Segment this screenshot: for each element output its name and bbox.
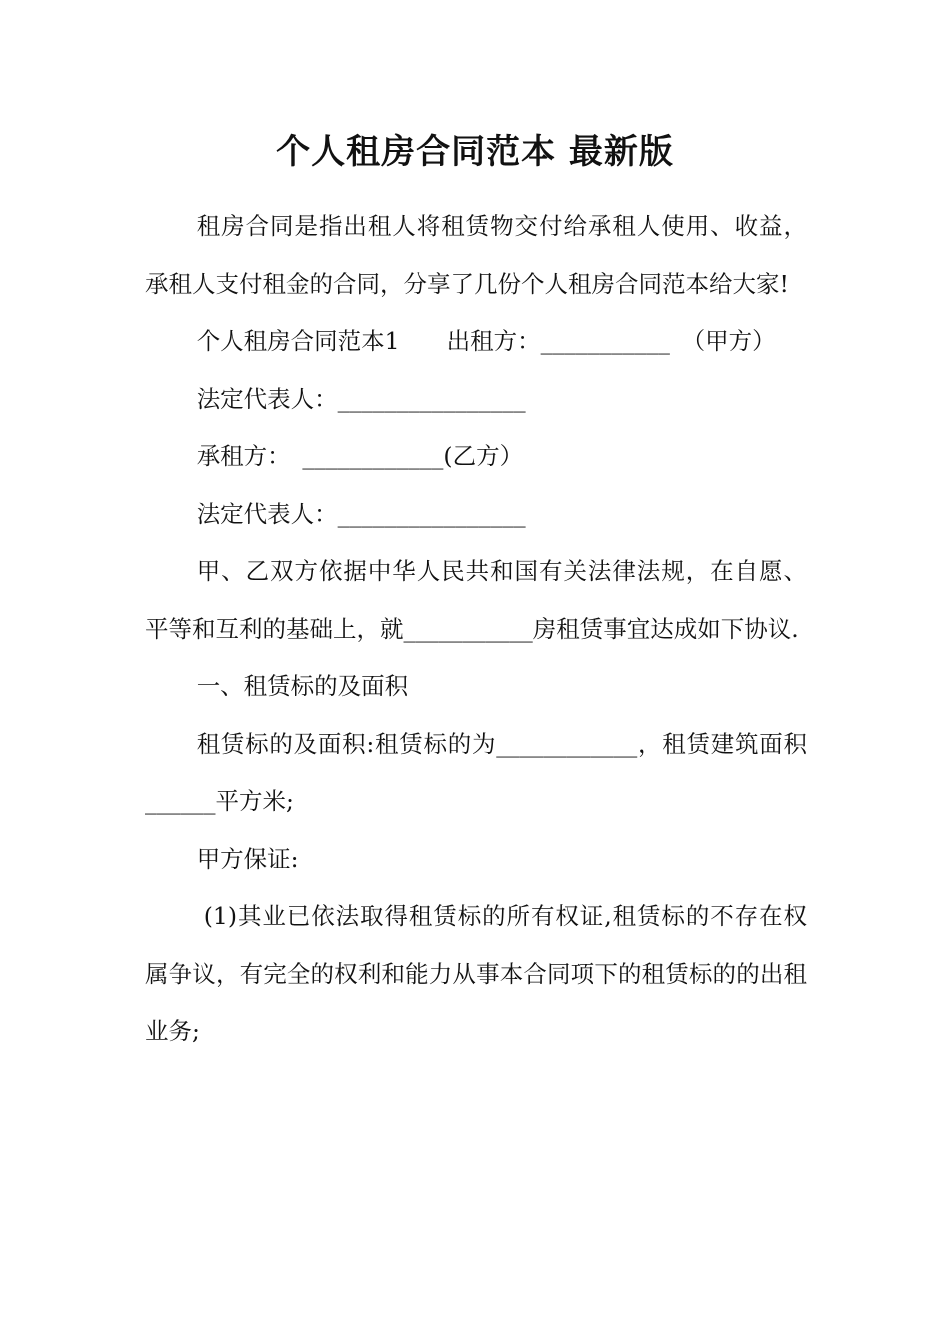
section-heading-1: 一、租赁标的及面积 [196, 672, 409, 700]
party-a-guarantee-heading: 甲方保证: [196, 844, 299, 873]
lessee-representative-line: 法定代表人：________________ [196, 499, 526, 528]
document-body [145, 198, 807, 1061]
agreement-paragraph: 甲、乙双方依据中华人民共和国有关法律法规，在自愿、平等和互利的基础上，就___________房租赁事宜达成如下协议. [145, 557, 807, 643]
lessor-representative-line: 法定代表人：________________ [196, 384, 526, 413]
lease-object-paragraph: 租赁标的及面积:租赁标的为____________，租赁建筑面积______平方米; [145, 729, 807, 815]
intro-paragraph: 租房合同是指出租人将租赁物交付给承租人使用、收益，承租人支付租金的合同，分享了几份个人租房合同范本给大家! [145, 212, 807, 298]
document-title: 个人租房合同范本 最新版 [276, 132, 674, 172]
lessee-line: 承租方： ____________(乙方） [196, 442, 524, 470]
lessor-line: 个人租房合同范本1 出租方：___________ （甲方） [196, 327, 776, 355]
guarantee-item-1: (1)其业已依法取得租赁标的所有权证,租赁标的不存在权属争议，有完全的权利和能力从事本合同项下的租赁标的的出租业务; [145, 902, 807, 1045]
